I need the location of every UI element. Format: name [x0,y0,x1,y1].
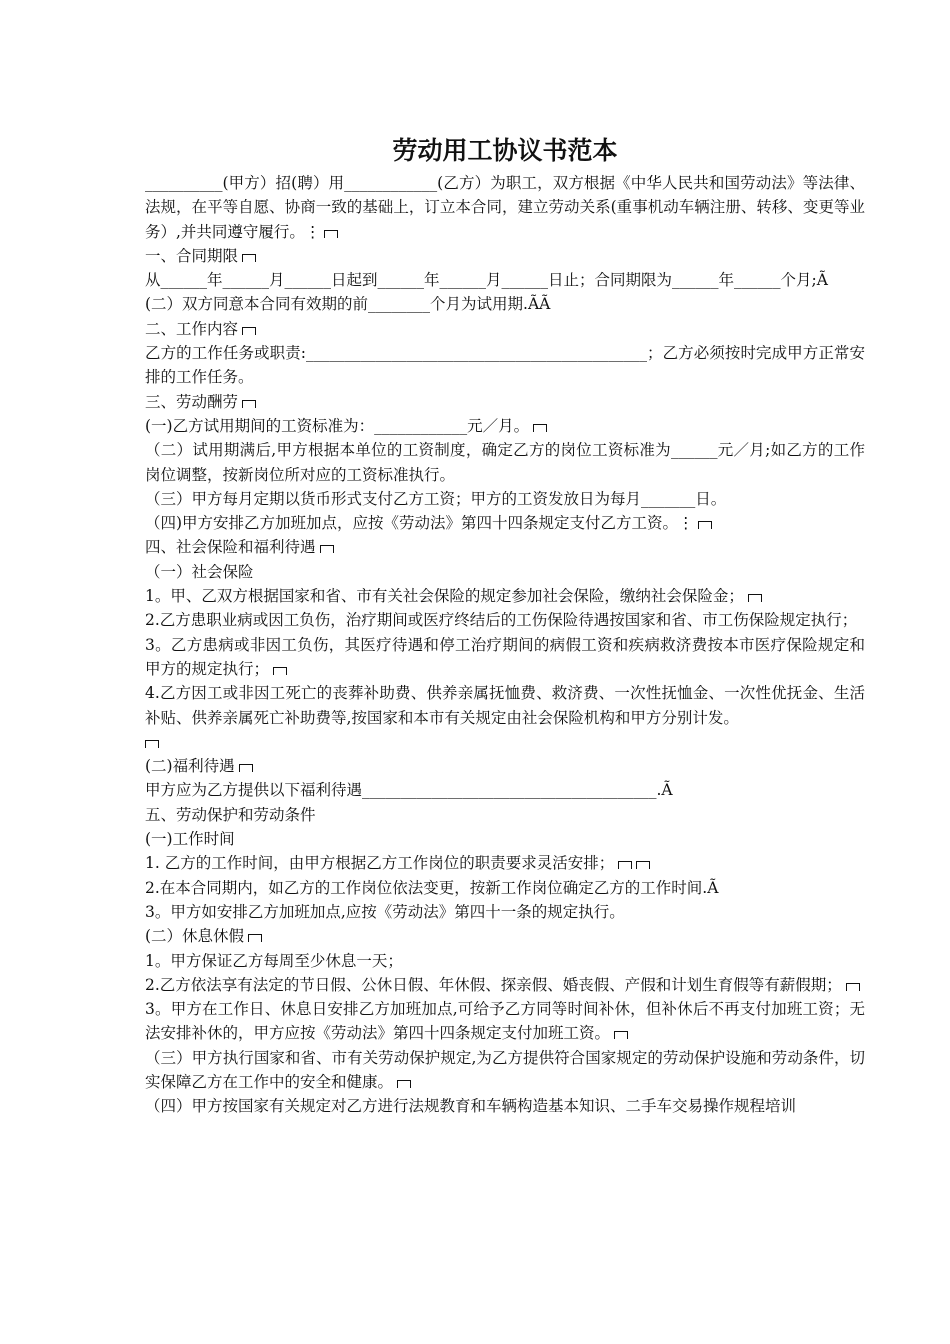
contract-term-line: 从______年______月______日起到______年______月______日止；合同期限为______年______个月;Ã [145,271,828,290]
paragraph-mark-icon [242,327,256,335]
clause-line: 2.乙方依法享有法定的节日假、公休日假、年休假、探亲假、婚丧假、产假和计划生育假等有薪假期； [145,973,865,997]
paragraph-mark-icon [324,230,338,238]
clause-line: 2.在本合同期内，如乙方的工作岗位依法变更，按新工作岗位确定乙方的工作时间.Ã [145,878,719,897]
clause-line: （四）甲方按国家有关规定对乙方进行法规教育和车辆构造基本知识、二手车交易操作规程培训 [145,1097,797,1116]
section-heading: 五、劳动保护和劳动条件 [145,805,316,824]
paragraph-mark-icon [846,983,860,991]
clause-line: 甲方应为乙方提供以下福利待遇______________________________________.Ã [145,781,673,800]
clause-line: 1。甲、乙双方根据国家和省、市有关社会保险的规定参加社会保险，缴纳社会保险金； [145,584,865,608]
clause-line: （二）试用期满后,甲方根据本单位的工资制度，确定乙方的岗位工资标准为______元／月;如乙方的工作岗位调整，按新岗位所对应的工资标准执行。 [145,441,865,484]
section-heading: 二、工作内容 [145,317,865,341]
intro-paragraph: __________(甲方）招(聘）用____________(乙方）为职工，双方根据《中华人民共和国劳动法》等法律、法规，在平等自愿、协商一致的基础上，订立本合同，建立劳动关系(重事机动车辆注册、转移、变更等业务）,并共同遵守履行。⋮ [145,174,865,241]
clause-line: 3。乙方患病或非因工负伤，其医疗待遇和停工治疗期间的病假工资和疾病救济费按本市医疗保险规定和甲方的规定执行； [145,635,865,678]
clause-line: 1。甲方保证乙方每周至少休息一天； [145,951,403,970]
paragraph-mark-icon [614,1031,628,1039]
paragraph-mark-icon [533,424,547,432]
clause-line: 2.乙方患职业病或因工负伤，治疗期间或医疗终结后的工伤保险待遇按国家和省、市工伤保险规定执行； [145,611,858,630]
document-title: 劳动用工协议书范本 [392,136,618,165]
job-duty-line: 乙方的工作任务或职责:____________________________________________；乙方必须按时完成甲方正常安排的工作任务。 [145,344,865,387]
subsection-heading: (二）休息休假 [145,924,865,948]
paragraph-mark-icon [748,594,762,602]
subsection-heading: (二)福利待遇 [145,754,865,778]
subsection-heading: （一）社会保险 [145,562,254,581]
document-page [145,128,865,1119]
section-heading: 一、合同期限 [145,244,865,268]
clause-line: 1. 乙方的工作时间，由甲方根据乙方工作岗位的职责要求灵活安排； [145,851,865,875]
subsection-heading: (一)工作时间 [145,830,235,849]
paragraph-mark-icon [242,400,256,408]
paragraph-mark-icon [273,667,287,675]
paragraph-mark-icon [242,254,256,262]
clause-line: (一)乙方试用期间的工资标准为：____________元／月。 [145,414,865,438]
paragraph-mark-icon [320,545,334,553]
paragraph-mark-icon [618,861,632,869]
paragraph-mark-icon [239,764,253,772]
section-heading: 三、劳动酬劳 [145,390,865,414]
clause-line: （三）甲方执行国家和省、市有关劳动保护规定,为乙方提供符合国家规定的劳动保护设施和劳动条件，切实保障乙方在工作中的安全和健康。 [145,1048,865,1091]
probation-line: (二）双方同意本合同有效期的前________个月为试用期.ÃÃ [145,295,551,314]
clause-line: 3。甲方如安排乙方加班加点,应按《劳动法》第四十一条的规定执行。 [145,902,625,921]
paragraph-mark-icon [248,934,262,942]
section-heading: 四、社会保险和福利待遇 [145,535,865,559]
paragraph-mark-icon [397,1080,411,1088]
paragraph-mark-icon [698,521,712,529]
paragraph-mark-icon [145,740,159,748]
clause-line: （四)甲方安排乙方加班加点，应按《劳动法》第四十四条规定支付乙方工资。⋮ [145,511,865,535]
clause-line: 4.乙方因工或非因工死亡的丧葬补助费、供养亲属抚恤费、救济费、一次性抚恤金、一次性优抚金、生活补贴、供养亲属死亡补助费等,按国家和本市有关规定由社会保险机构和甲方分别计发。 [145,681,865,754]
clause-line: （三）甲方每月定期以货币形式支付乙方工资；甲方的工资发放日为每月_______日。 [145,489,727,508]
paragraph-mark-icon [636,861,650,869]
clause-line: 3。甲方在工作日、休息日安排乙方加班加点,可给予乙方同等时间补休，但补休后不再支付加班工资；无法安排补休的，甲方应按《劳动法》第四十四条规定支付加班工资。 [145,1000,865,1043]
